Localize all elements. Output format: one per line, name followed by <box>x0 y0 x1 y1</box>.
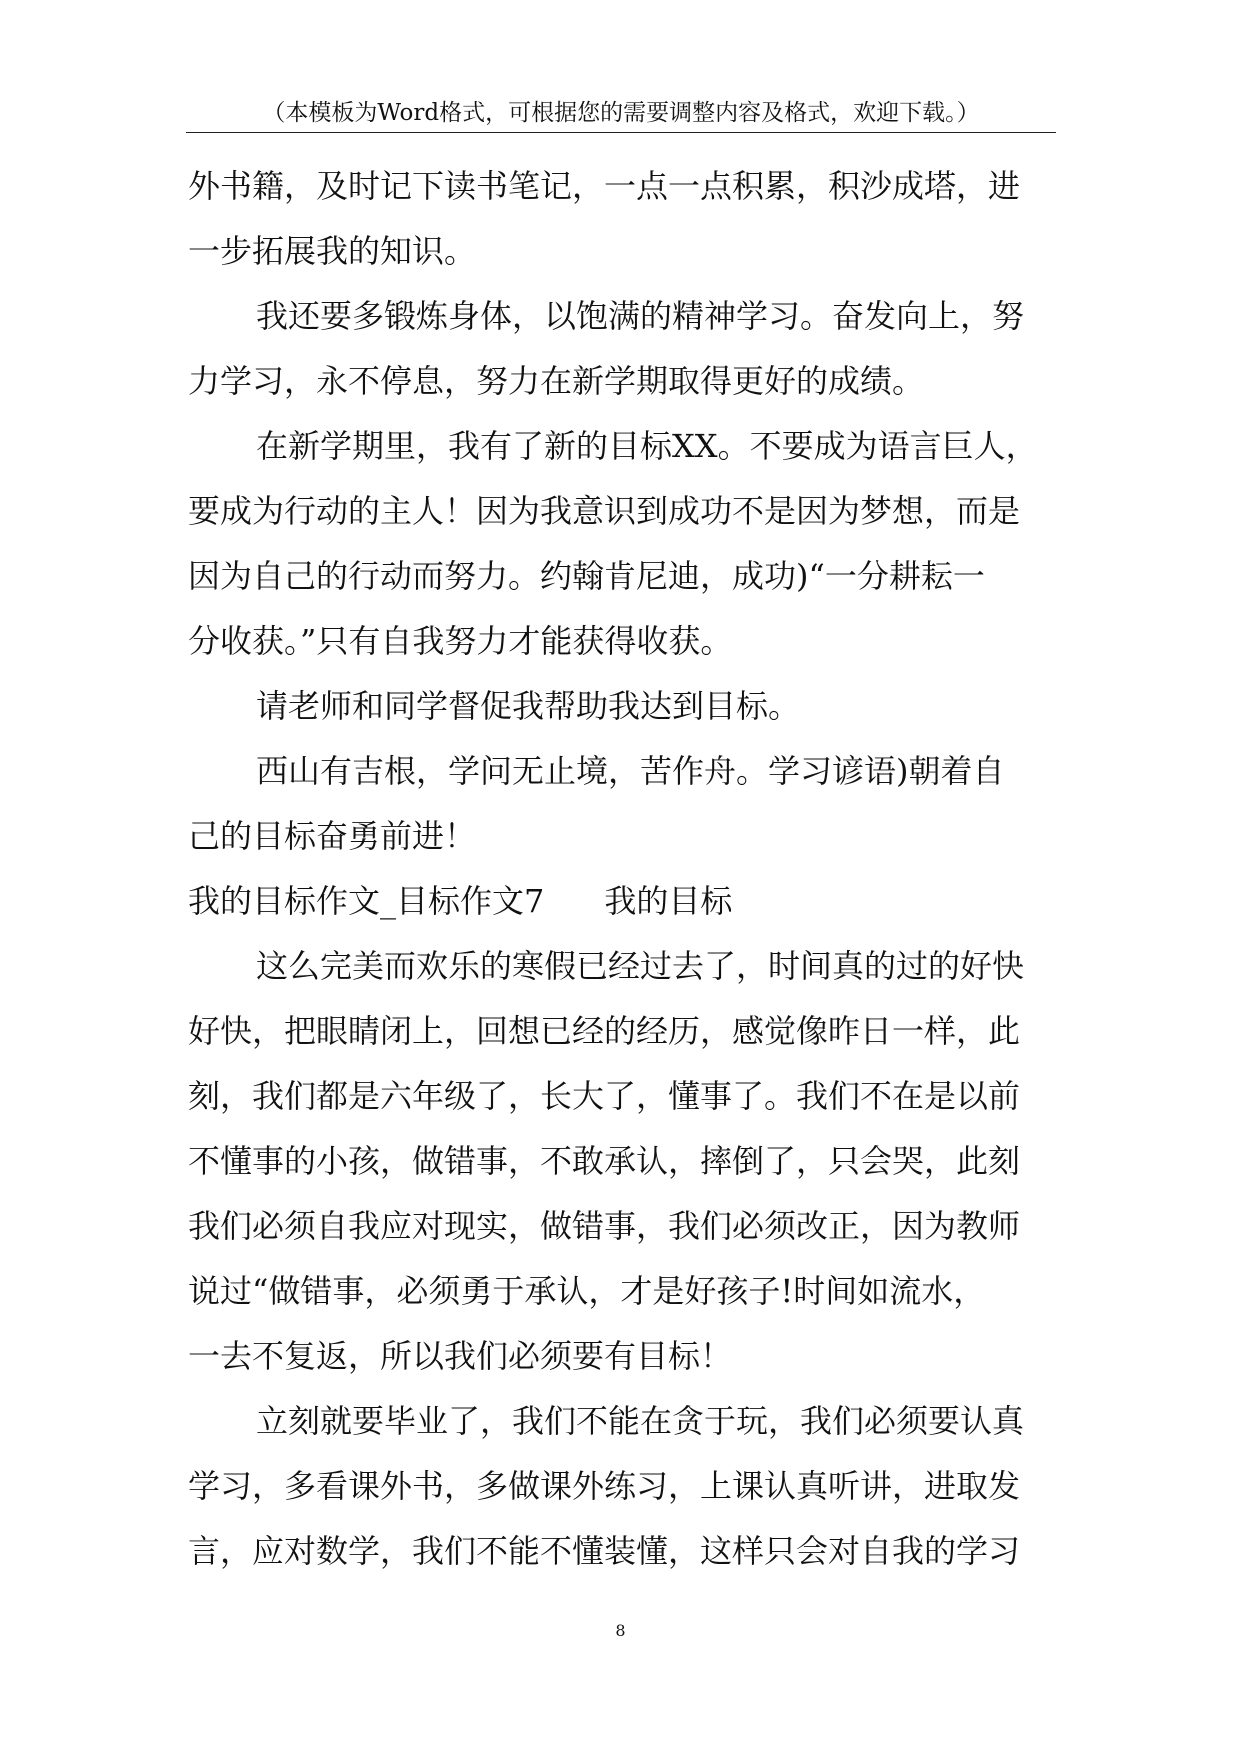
text-line: 一步拓展我的知识。 <box>188 232 477 270</box>
section-title-main: 我的目标作文_目标作文7 <box>188 882 545 920</box>
text-line: 己的目标奋勇前进！ <box>188 817 477 855</box>
header-note: （本模板为Word格式，可根据您的需要调整内容及格式，欢迎下载。） <box>262 100 980 126</box>
text-line: 学习，多看课外书，多做课外练习，上课认真听讲，进取发 <box>188 1467 1021 1505</box>
text-line: 力学习，永不停息，努力在新学期取得更好的成绩。 <box>188 362 925 400</box>
text-line: 西山有吉根，学问无止境，苦作舟。学习谚语)朝着自 <box>256 752 1005 790</box>
header-divider <box>186 132 1056 133</box>
text-line: 不懂事的小孩，做错事，不敢承认，摔倒了，只会哭，此刻 <box>188 1142 1021 1180</box>
text-line: 立刻就要毕业了，我们不能在贪于玩，我们必须要认真 <box>256 1402 1025 1440</box>
text-line: 好快，把眼睛闭上，回想已经的经历，感觉像昨日一样，此 <box>188 1012 1021 1050</box>
section-title <box>188 869 1068 934</box>
section-title-sub: 我的目标 <box>604 882 733 920</box>
text-line: 要成为行动的主人！因为我意识到成功不是因为梦想，而是 <box>188 492 1021 530</box>
text-line: 分收获。”只有自我努力才能获得收获。 <box>188 622 733 660</box>
text-line: 一去不复返，所以我们必须要有目标！ <box>188 1337 733 1375</box>
text-line: 外书籍，及时记下读书笔记，一点一点积累，积沙成塔，进 <box>188 167 1021 205</box>
text-line: 请老师和同学督促我帮助我达到目标。 <box>256 687 801 725</box>
text-line: 因为自己的行动而努力。约翰肯尼迪，成功)“一分耕耘一 <box>188 557 985 595</box>
text-line: 这么完美而欢乐的寒假已经过去了，时间真的过的好快 <box>256 947 1025 985</box>
text-line: 在新学期里，我有了新的目标XX。不要成为语言巨人， <box>256 427 1038 465</box>
text-line: 刻，我们都是六年级了，长大了，懂事了。我们不在是以前 <box>188 1077 1021 1115</box>
text-line: 我们必须自我应对现实，做错事，我们必须改正，因为教师 <box>188 1207 1021 1245</box>
page-number: 8 <box>615 1621 626 1640</box>
text-line: 我还要多锻炼身体，以饱满的精神学习。奋发向上，努 <box>256 297 1025 335</box>
text-line: 言，应对数学，我们不能不懂装懂，这样只会对自我的学习 <box>188 1532 1021 1570</box>
document-body <box>188 154 1068 1584</box>
text-line: 说过“做错事，必须勇于承认，才是好孩子!时间如流水， <box>188 1272 986 1310</box>
